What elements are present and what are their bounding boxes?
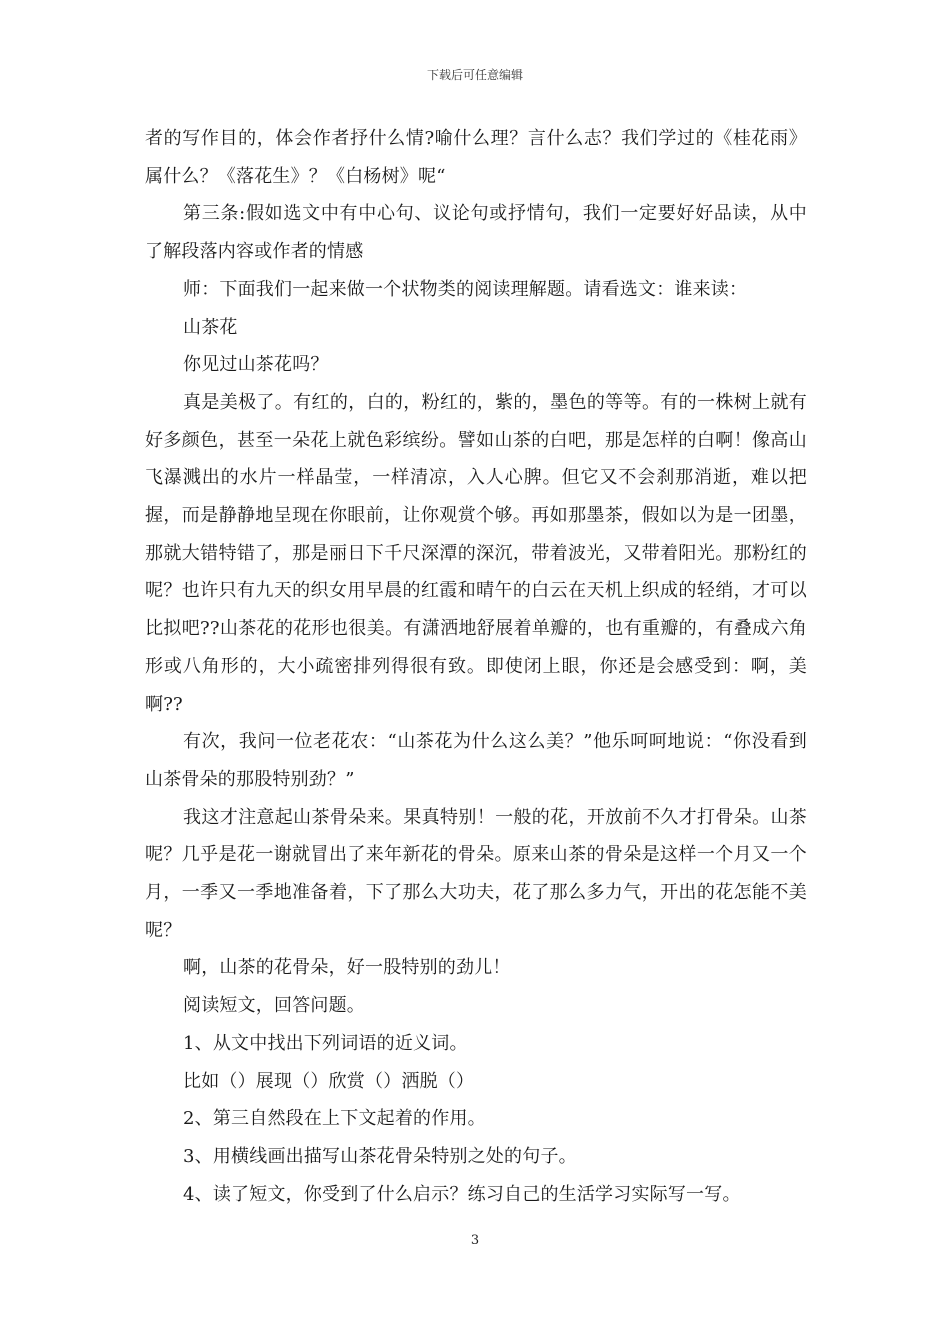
paragraph-5: 你见过山茶花吗？: [183, 354, 329, 376]
question-2: 2、第三自然段在上下文起着的作用。: [183, 1108, 486, 1130]
page-header: 下载后可任意编辑: [426, 68, 523, 82]
document-body: [145, 120, 807, 1213]
question-3: 3、用横线画出描写山茶花骨朵特别之处的句子。: [183, 1145, 577, 1167]
question-1: 1、从文中找出下列词语的近义词。: [183, 1032, 468, 1054]
essay-title: 山茶花: [183, 316, 238, 338]
paragraph-3: 师：下面我们一起来做一个状物类的阅读理解题。请看选文：谁来读：: [183, 278, 748, 300]
paragraph-9: 啊，山茶的花骨朵，好一股特别的劲儿！: [183, 957, 511, 979]
paragraph-1: 者的写作目的，体会作者抒什么情?喻什么理？言什么志？我们学过的《桂花雨》属什么？《落花生》？《白杨树》呢“: [145, 128, 807, 187]
page-number: 3: [470, 1233, 480, 1248]
paragraph-6: 真是美极了。有红的，白的，粉红的，紫的，墨色的等等。有的一株树上就有好多颜色，甚至一朵花上就色彩缤纷。譬如山茶的白吧，那是怎样的白啊！像高山飞瀑溅出的水片一样晶莹，一样清凉，入人心脾。但它又不会刹那消逝，难以把握，而是静静地呈现在你眼前，让你观赏个够。再如那墨茶，假如以为是一团墨，那就大错特错了，那是丽日下千尺深潭的深沉，带着波光，又带着阳光。那粉红的呢？也许只有九天的织女用早晨的红霞和晴午的白云在天机上织成的轻绡，才可以比拟吧??山茶花的花形也很美。有潇洒地舒展着单瓣的，也有重瓣的，有叠成六角形或八角形的，大小疏密排列得很有致。即使闭上眼，你还是会感受到：啊，美啊??: [145, 391, 807, 715]
paragraph-7: 有次，我问一位老花农：“山茶花为什么这么美？”他乐呵呵地说：“你没看到山茶骨朵的那股特别劲？”: [145, 731, 807, 790]
question-1-blanks: 比如（）展现（）欣赏（）洒脱（）: [183, 1070, 475, 1092]
question-4: 4、读了短文，你受到了什么启示？练习自己的生活学习实际写一写。: [183, 1183, 741, 1205]
paragraph-2: 第三条:假如选文中有中心句、议论句或抒情句，我们一定要好好品读，从中了解段落内容或作者的情感: [145, 203, 807, 263]
instruction: 阅读短文，回答问题。: [183, 995, 365, 1017]
paragraph-8: 我这才注意起山茶骨朵来。果真特别！一般的花，开放前不久才打骨朵。山茶呢？几乎是花一谢就冒出了来年新花的骨朵。原来山茶的骨朵是这样一个月又一个月，一季又一季地准备着，下了那么大功夫，花了那么多力气，开出的花怎能不美呢？: [145, 806, 807, 941]
